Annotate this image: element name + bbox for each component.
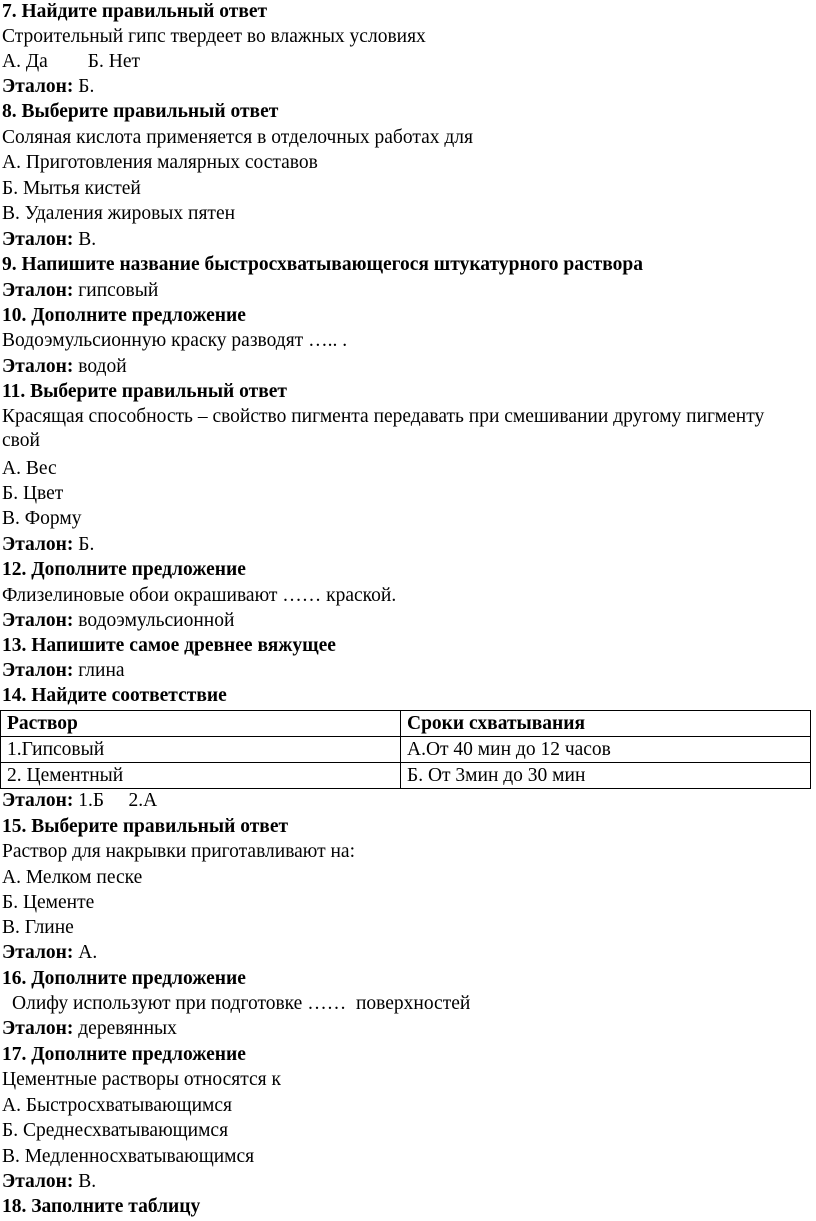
q11-option-a: А. Вес [2,458,57,479]
q10-key [2,355,127,379]
q15-title: 15. Выберите правильный ответ [2,816,289,837]
key-value: деревянных [73,1018,177,1039]
q8-key [2,228,96,252]
q7-text: Строительный гипс твердеет во влажных условиях [2,26,426,47]
table-cell: А.От 40 мин до 12 часов [401,737,811,763]
key-label: Эталон: [2,610,74,631]
q17-title: 17. Дополните предложение [2,1044,246,1065]
key-value: водоэмульсионной [73,610,235,631]
q15-option-b: Б. Цементе [2,892,95,913]
key-label: Эталон: [2,229,74,250]
q13-title: 13. Напишите самое древнее вяжущее [2,635,336,656]
matching-table [0,710,811,789]
q14-title: 14. Найдите соответствие [2,685,227,706]
q7-title: 7. Найдите правильный ответ [2,1,268,22]
q17-option-c: В. Медленносхватывающимся [2,1146,255,1167]
q11-title: 11. Выберите правильный ответ [2,381,287,402]
q7-option-b: Б. Нет [87,51,141,72]
key-label: Эталон: [2,790,74,811]
q9-title: 9. Напишите название быстросхватывающегося штукатурного раствора [2,254,643,275]
table-cell: Б. От 3мин до 30 мин [401,763,811,789]
q12-text: Флизелиновые обои окрашивают …… краской. [2,585,397,606]
q12-key [2,609,234,633]
q17-text: Цементные растворы относятся к [2,1069,281,1090]
table-row [1,737,811,763]
key-label: Эталон: [2,280,74,301]
q11-key [2,533,94,557]
q8-text: Соляная кислота применяется в отделочных работах для [2,127,473,148]
q14-key [2,789,157,813]
q15-option-c: В. Глине [2,917,74,938]
table-cell: 2. Цементный [1,763,401,789]
key-label: Эталон: [2,534,74,555]
q16-key [2,1017,177,1041]
q7-key [2,75,94,99]
key-label: Эталон: [2,942,74,963]
key-value: Б. [73,76,95,97]
key-value: глина [73,660,125,681]
q17-key [2,1170,96,1194]
table-header-cell: Сроки схватывания [401,711,811,737]
table-header-cell: Раствор [1,711,401,737]
q9-key [2,279,158,303]
q15-key [2,941,97,965]
table-header-row [1,711,811,737]
q12-title: 12. Дополните предложение [2,559,246,580]
q11-option-b: Б. Цвет [2,483,64,504]
key-value: 1.Б 2.А [73,790,158,811]
key-label: Эталон: [2,660,74,681]
key-value: В. [73,229,97,250]
q16-text: Олифу используют при подготовке …… поверхностей [12,993,471,1014]
q8-title: 8. Выберите правильный ответ [2,101,279,122]
key-label: Эталон: [2,356,74,377]
table-cell: 1.Гипсовый [1,737,401,763]
q11-text: Красящая способность – свойство пигмента передавать при смешивании другому пигменту свой [2,406,765,451]
q15-option-a: А. Мелком песке [2,867,143,888]
key-value: А. [73,942,98,963]
q11-option-c: В. Форму [2,508,82,529]
key-label: Эталон: [2,1171,74,1192]
q10-title: 10. Дополните предложение [2,305,246,326]
key-value: гипсовый [73,280,159,301]
key-value: В. [73,1171,97,1192]
key-value: водой [73,356,127,377]
q17-option-b: Б. Среднесхватывающимся [2,1120,229,1141]
key-label: Эталон: [2,1018,74,1039]
q8-option-c: В. Удаления жировых пятен [2,203,236,224]
q7-option-a: А. Да [2,51,48,72]
q8-option-b: Б. Мытья кистей [2,178,141,199]
q7-options [2,50,140,74]
key-label: Эталон: [2,76,74,97]
key-value: Б. [73,534,95,555]
q15-text: Раствор для накрывки приготавливают на: [2,841,356,862]
q17-option-a: А. Быстросхватывающимся [2,1095,232,1116]
q10-text: Водоэмульсионную краску разводят ….. . [2,330,348,351]
q18-title: 18. Заполните таблицу [2,1196,201,1217]
q8-option-a: А. Приготовления малярных составов [2,152,318,173]
table-row [1,763,811,789]
q13-key [2,659,125,683]
q16-title: 16. Дополните предложение [2,968,246,989]
